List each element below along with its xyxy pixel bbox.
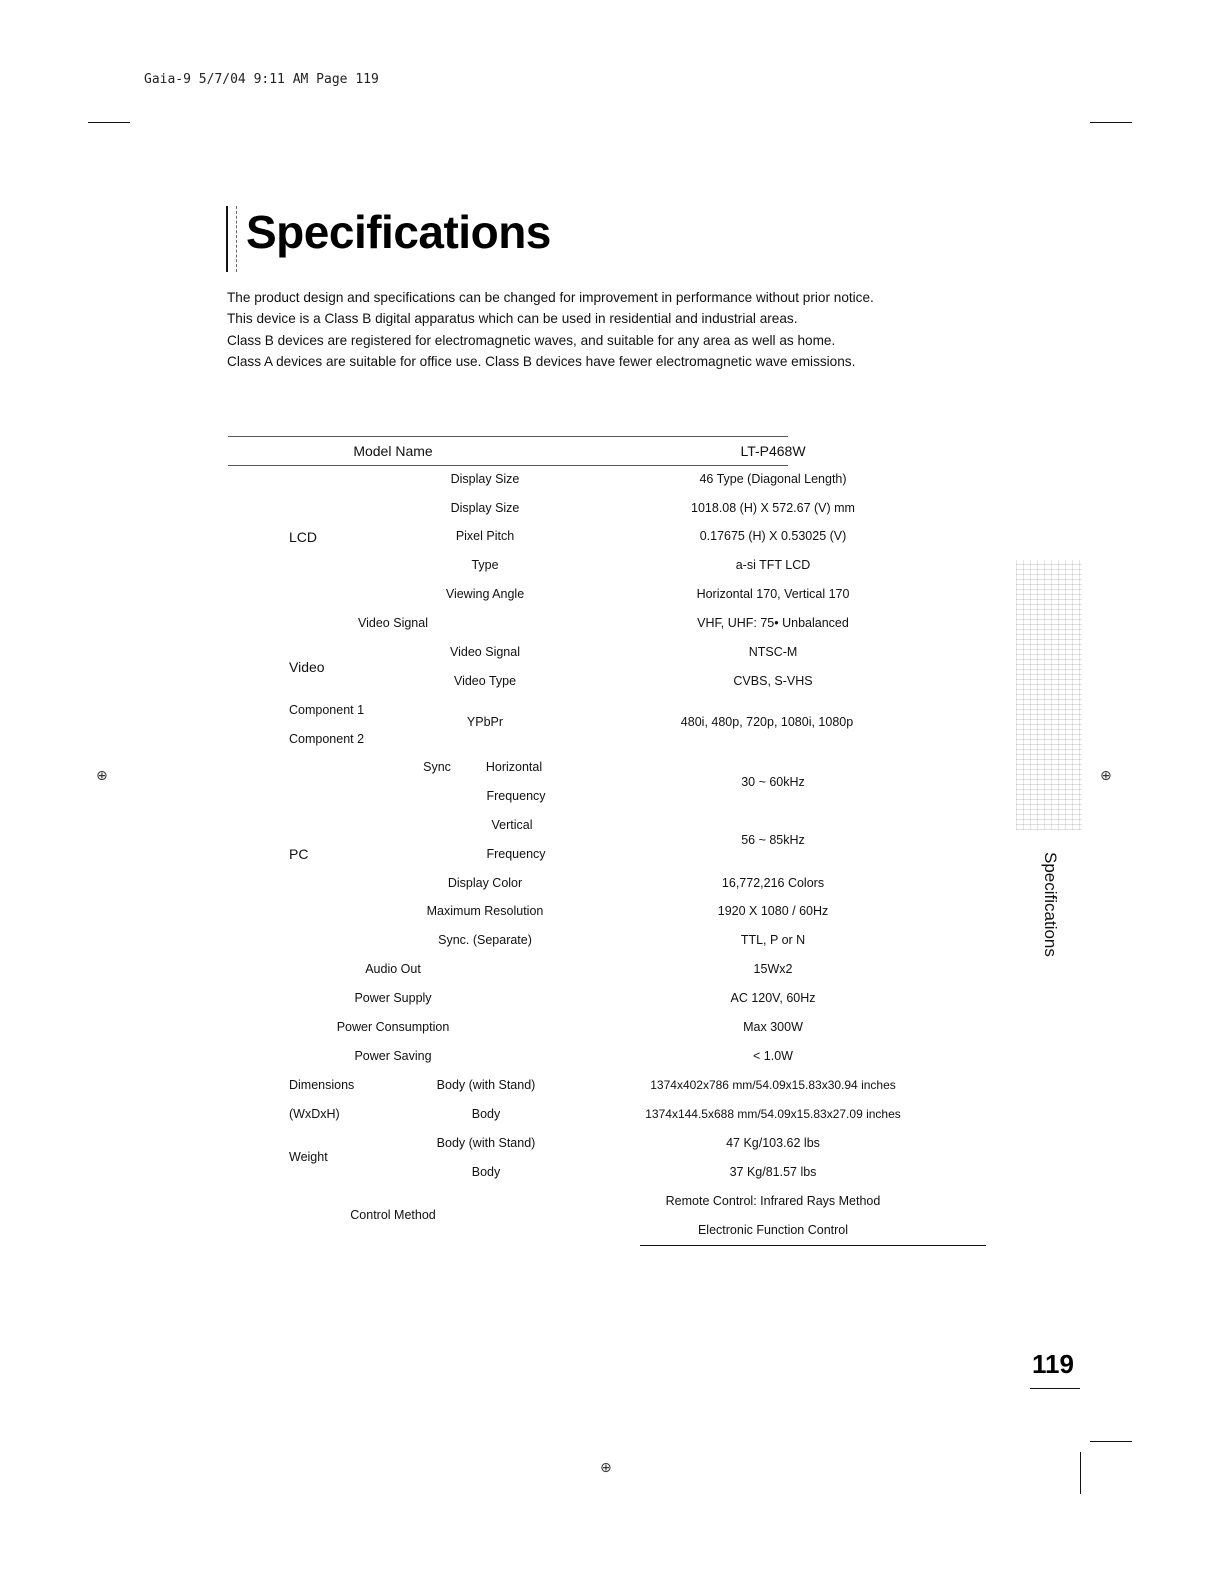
spec-label: Body (with Stand)	[436, 1078, 536, 1092]
spec-label: Body	[471, 1107, 501, 1121]
intro-line: The product design and specifications can be changed for improvement in performance without prior notice.	[227, 290, 874, 305]
spec-label: Vertical	[491, 818, 533, 832]
spec-value: Max 300W	[743, 1020, 803, 1034]
spec-value: CVBS, S-VHS	[733, 674, 813, 688]
spec-value: 16,772,216 Colors	[721, 876, 825, 890]
spec-label: Audio Out	[365, 962, 421, 976]
spec-label: Viewing Angle	[445, 587, 525, 601]
registration-mark-bottom: ⊕	[600, 1460, 612, 1476]
spec-value: NTSC-M	[748, 645, 798, 659]
spec-label: Power Consumption	[336, 1020, 450, 1034]
spec-value: 480i, 480p, 720p, 1080i, 1080p	[680, 715, 854, 729]
spec-value: 56 ~ 85kHz	[741, 833, 805, 847]
table-bottom-rule	[640, 1245, 986, 1246]
spec-label: Display Size	[450, 501, 520, 515]
page-number: 119	[1032, 1349, 1074, 1379]
spec-value: 46 Type (Diagonal Length)	[699, 472, 847, 486]
side-tab-scan-artifact	[1016, 560, 1082, 830]
title-bar-accent	[226, 206, 237, 272]
table-top-rule	[228, 436, 788, 437]
intro-line: Class A devices are suitable for office use. Class B devices have fewer electromagnetic wave emissions.	[227, 354, 856, 370]
spec-label: Display Color	[447, 876, 523, 890]
spec-label: Power Supply	[354, 991, 432, 1005]
spec-value: Remote Control: Infrared Rays Method	[665, 1194, 881, 1208]
spec-value: VHF, UHF: 75• Unbalanced	[697, 616, 849, 630]
spec-value: Horizontal 170, Vertical 170	[696, 587, 850, 601]
spec-value: TTL, P or N	[740, 933, 806, 947]
group-label-video: Video	[289, 659, 325, 675]
group-label-wxdxh: (WxDxH)	[289, 1107, 340, 1121]
crop-mark-bottom-right	[1090, 1441, 1132, 1442]
spec-label: Horizontal	[485, 760, 543, 774]
crop-mark-top-left	[88, 122, 130, 123]
spec-value: 47 Kg/103.62 lbs	[726, 1136, 820, 1150]
side-tab-label: Specifications	[1041, 852, 1060, 957]
spec-label: Video Signal	[358, 616, 428, 630]
table-header-rule	[228, 465, 788, 466]
spec-value: 15Wx2	[753, 962, 793, 976]
group-label-dimensions: Dimensions	[289, 1078, 355, 1092]
group-label-component-2: Component 2	[289, 732, 365, 746]
group-label-weight: Weight	[289, 1150, 328, 1164]
page-title: Specifications	[246, 206, 551, 258]
spec-label: Type	[471, 558, 499, 572]
intro-line: Class B devices are registered for electromagnetic waves, and suitable for any area as well as home.	[227, 332, 836, 348]
spec-label: YPbPr	[466, 715, 504, 729]
crop-mark-top-right	[1090, 122, 1132, 123]
page-number-underline	[1030, 1388, 1080, 1389]
model-name-value: LT-P468W	[740, 443, 806, 459]
spec-value: 1374x402x786 mm/54.09x15.83x30.94 inches	[650, 1078, 896, 1092]
spec-label: Sync	[423, 760, 451, 774]
spec-label: Control Method	[350, 1208, 436, 1222]
group-label-lcd: LCD	[289, 529, 318, 545]
registration-mark-left: ⊕	[96, 768, 108, 784]
spec-value: a-si TFT LCD	[735, 558, 811, 572]
spec-value: AC 120V, 60Hz	[730, 991, 816, 1005]
spec-label: Frequency	[486, 789, 546, 803]
group-label-pc: PC	[289, 846, 309, 862]
spec-label: Display Size	[450, 472, 520, 486]
crop-mark-bottom-right-vertical	[1080, 1452, 1081, 1494]
group-label-component-1: Component 1	[289, 703, 365, 717]
intro-paragraph	[227, 287, 987, 373]
intro-line: This device is a Class B digital apparatus which can be used in residential and industrial areas.	[227, 311, 798, 327]
spec-label: Pixel Pitch	[455, 529, 515, 543]
spec-label: Frequency	[486, 847, 546, 861]
spec-value: < 1.0W	[753, 1049, 793, 1063]
spec-value: 0.17675 (H) X 0.53025 (V)	[699, 529, 847, 543]
spec-label: Body (with Stand)	[436, 1136, 536, 1150]
spec-label: Power Saving	[354, 1049, 432, 1063]
spec-value: 1018.08 (H) X 572.67 (V) mm	[691, 501, 855, 515]
spec-label: Sync. (Separate)	[438, 933, 532, 947]
registration-mark-right: ⊕	[1100, 768, 1112, 784]
print-header: Gaia-9 5/7/04 9:11 AM Page 119	[144, 72, 379, 87]
spec-label: Video Signal	[450, 645, 520, 659]
spec-label: Maximum Resolution	[426, 904, 544, 918]
spec-value: Electronic Function Control	[697, 1223, 849, 1237]
spec-value: 37 Kg/81.57 lbs	[729, 1165, 817, 1179]
spec-value: 1374x144.5x688 mm/54.09x15.83x27.09 inches	[645, 1107, 901, 1121]
spec-label: Body	[471, 1165, 501, 1179]
spec-value: 1920 X 1080 / 60Hz	[717, 904, 829, 918]
spec-value: 30 ~ 60kHz	[741, 775, 805, 789]
model-name-label: Model Name	[353, 443, 433, 459]
spec-label: Video Type	[453, 674, 517, 688]
